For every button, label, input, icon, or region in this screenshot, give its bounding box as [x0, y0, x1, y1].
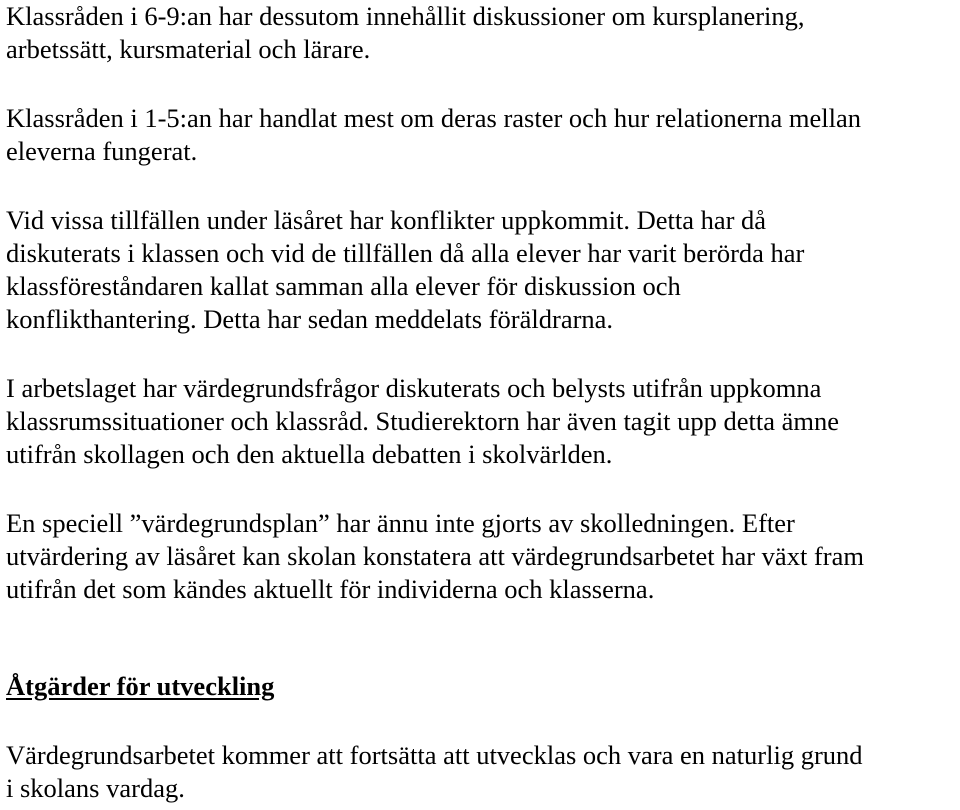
paragraph-value-plan: En speciell ”värdegrundsplan” har ännu inte gjorts av skolledningen. Efter utvärdering av läsåret kan skolan konstatera att värdegrundsarbetet har växt fram utifrån det som kändes aktuellt för individerna och klasserna.	[6, 508, 864, 604]
document-page	[6, 0, 958, 805]
paragraph-spacer	[6, 471, 958, 507]
paragraph-work-team: I arbetslaget har värdegrundsfrågor diskuterats och belysts utifrån uppkomna klassrumssituationer och klassråd. Studierektorn har även tagit upp detta ämne utifrån skollagen och den aktuella debatten i skolvärlden.	[6, 373, 840, 469]
paragraph-class-councils-1-5: Klassråden i 1-5:an har handlat mest om deras raster och hur relationerna mellan eleverna fungerat.	[6, 103, 862, 166]
section-spacer	[6, 606, 958, 670]
paragraph-spacer	[6, 336, 958, 372]
paragraph-spacer	[6, 703, 958, 739]
paragraph-spacer	[6, 66, 958, 102]
paragraph-spacer	[6, 168, 958, 204]
paragraph-conflicts: Vid vissa tillfällen under läsåret har konflikter uppkommit. Detta har då diskuterats i klassen och vid de tillfällen då alla elever har varit berörda har klassföreståndaren kallat samman alla elever för diskussion och konflikthantering. Detta har sedan meddelats föräldrarna.	[6, 205, 805, 334]
paragraph-development: Värdegrundsarbetet kommer att fortsätta att utvecklas och vara en naturlig grund i skolans vardag.	[6, 740, 863, 803]
paragraph-class-councils-6-9: Klassråden i 6-9:an har dessutom innehållit diskussioner om kursplanering, arbetssätt, kursmaterial och lärare.	[6, 1, 805, 64]
section-heading: Åtgärder för utveckling	[6, 671, 275, 701]
